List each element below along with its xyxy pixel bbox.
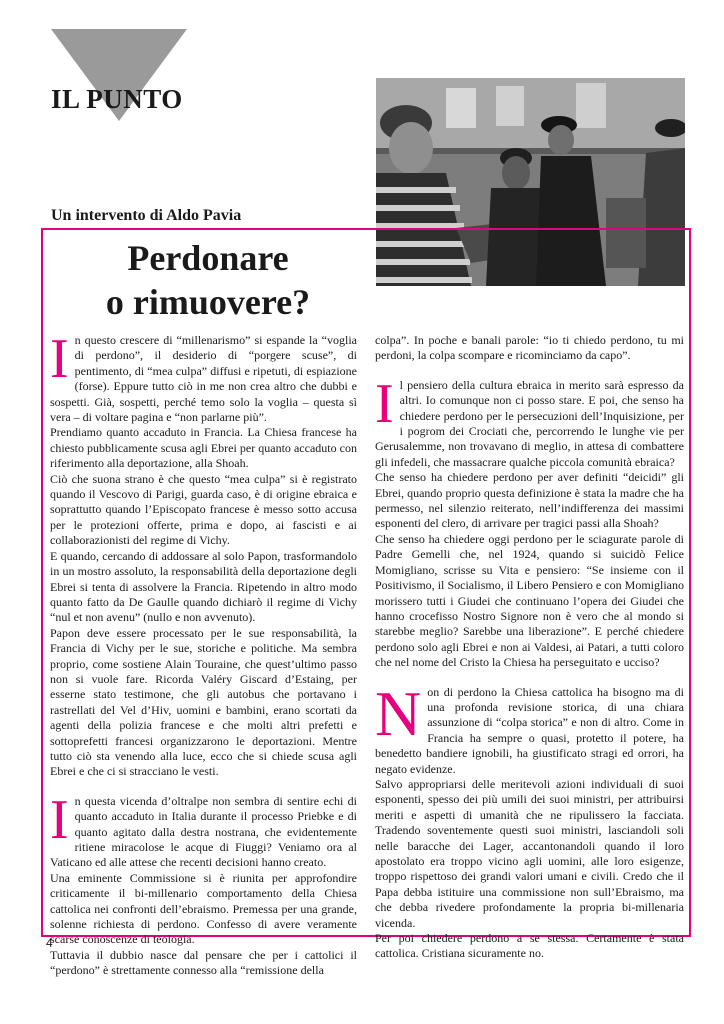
title-line-1: Perdonare (127, 238, 289, 278)
paragraph (50, 328, 357, 425)
paragraph: Una eminente Commissione si è riunita per approfondire criticamente il bi-millenario comportamento della Chiesa cattolica nei confronti dell’ebraismo. Premessa per una grande, solenne richiesta di perdono. Confesso di avere veramente scarse conoscenze di teologia. (50, 870, 357, 947)
drop-cap: N (375, 677, 422, 749)
paragraph: E quando, cercando di addossare al solo Papon, trasformandolo in un mostro assoluto, la responsabilità della deportazione degli Ebrei si tenta di assolvere la Francia. Ripetendo in altro modo quanto fatto da De Gaulle quando dichiarò il regime di Vichy “nul et non avenu” (nullo e non avvenuto). (50, 548, 357, 625)
article-column-2 (375, 333, 684, 962)
paragraph-text: n questo crescere di “millenarismo” si espande la “voglia di perdono”, il desiderio di “porgere scuse”, di pentimento, di “mea culpa” diffusi e ripetuti, di espiazione (forse). Eppure tutto ciò in me non crea altro che dubbi e sospetti. Già, sospetti, perché temo solo la voglia – questa sì vera – di voltare pagina e “non parlarne più”. (50, 333, 357, 425)
paragraph (375, 372, 684, 470)
title-line-2: o rimuovere? (105, 282, 311, 322)
paragraph: colpa”. In poche e banali parole: “io ti chiedo perdono, tu mi perdoni, la colpa scompare e ricominciamo da capo”. (375, 333, 684, 363)
drop-cap: I (50, 788, 69, 851)
paragraph: Che senso ha chiedere perdono per aver definiti “deicidi” gli Ebrei, quando proprio questa definizione è stata la madre che ha permesso, nel silenzio reiterato, nell’indifferenza dei massimi esponenti del clero, di arrivare per tragici passi alla Shoah? (375, 470, 684, 531)
drop-cap: I (375, 372, 394, 435)
paragraph: Ciò che suona strano è che questo “mea culpa” si è registrato quando il Vescovo di Parigi, guarda caso, è di origine ebraica e soprattutto quando l’Episcopato francese è messo sotto accusa per le protezioni offerte, prima e dopo, ai fascisti e ai collaborazionisti del regime di Vichy. (50, 471, 357, 548)
article-kicker: Un intervento di Aldo Pavia (51, 207, 242, 224)
paragraph (375, 677, 684, 777)
paragraph (50, 788, 357, 871)
section-label: IL PUNTO (51, 84, 183, 114)
article-title (58, 236, 358, 324)
paragraph-text: on di perdono la Chiesa cattolica ha bisogno ma di una profonda revisione storica, di una chiara assunzione di “colpa storica” e non di altro. Come in Francia ha sempre o quasi, protetto il potere, ha benedetto bandiere ignobili, ha giustificato stragi ed orrori, ha negato evidenze. (375, 684, 684, 776)
paragraph: Salvo appropriarsi delle meritevoli azioni individuali di suoi esponenti, spesso dei più umili dei suoi ministri, per attribuirsi meriti e aspetti di umanità che ne ripulissero la facciata. Tradendo soventemente questi suoi ministri, lasciandoli soli nelle baracche dei Lager, accantonandoli quando il loro apostolato era troppo vicino agli uomini, alle loro esigenze, troppo rispettoso dei grandi valori umani e civili. Credo che il Papa debba istituire una commissione non sull’Ebraismo, ma che debba rivedere profondamente la propria bi-millenaria vicenda. (375, 776, 684, 930)
paragraph: Tuttavia il dubbio nasce dal pensare che per i cattolici il “perdono” è strettamente connesso alla “remissione della (50, 947, 357, 978)
drop-cap: I (50, 328, 69, 390)
paragraph: Per poi chiedere perdono a se stessa. Certamente è stata cattolica. Cristiana sicuramente no. (375, 931, 684, 961)
article-column-1 (50, 328, 357, 979)
paragraph-text: l pensiero della cultura ebraica in merito sarà espresso da altri. Io comunque non ci posso stare. E poi, che senso ha chiedere perdono per le persecuzioni dell’Inquisizione, per i pogrom dei Crociati che, percorrendo le lunghe vie per Gerusalemme, non trovavano di meglio, in attesa di combattere gli infedeli, che massacrare qualche piccola comunità ebraica? (375, 377, 684, 469)
paragraph: Prendiamo quanto accaduto in Francia. La Chiesa francese ha chiesto pubblicamente scusa agli Ebrei per quanto accaduto con riferimento alla deportazione, alla Shoah. (50, 425, 357, 471)
page-number: 4 (46, 936, 53, 950)
paragraph: Papon deve essere processato per le sue responsabilità, la Francia di Vichy per le sue, storiche e politiche. Ma sembra proprio, come sostiene Alain Touraine, che quest’ultimo passo non si vuole fare. Ricorda Valéry Giscard d’Estaing, per esserne stato testimone, che gli autobus che portavano i rastrellati del Vel d’Hiv, uomini e bambini, erano scortati da agenti della polizia francese e che molti altri prefetti e sottoprefetti francesi organizzarono le deportazioni. Mentre tutto ciò sta venendo alla luce, ecco che si chiede scusa agli Ebrei e che ci si stracciano le vesti. (50, 625, 357, 779)
paragraph: Che senso ha chiedere oggi perdono per le sciagurate parole di Padre Gemelli che, nel 1924, quando si suicidò Felice Momigliano, scrisse su Vita e pensiero: “Se insieme con il Positivismo, il Socialismo, il Libero Pensiero e con Momigliano morissero tutti i Giudei che continuano l’opera dei Giudei che hanno crocefisso Nostro Signore non è vero che al mondo si starebbe meglio? Sarebbe una liberazione”. E perché chiedere perdono solo agli Ebrei e non ai Valdesi, ai Patari, a tutti coloro che nel nome del Cristo la Chiesa ha perseguitato e ucciso? (375, 531, 684, 670)
paragraph-text: n questa vicenda d’oltralpe non sembra di sentire echi di quanto accaduto in Italia durante il processo Priebke e di quanto agitato dalla destra nostrana, che evidentemente ritiene miracolose le acque di Fiuggi? Veniamo ora al Vaticano ed alle attese che recenti decisioni hanno creato. (50, 793, 357, 870)
